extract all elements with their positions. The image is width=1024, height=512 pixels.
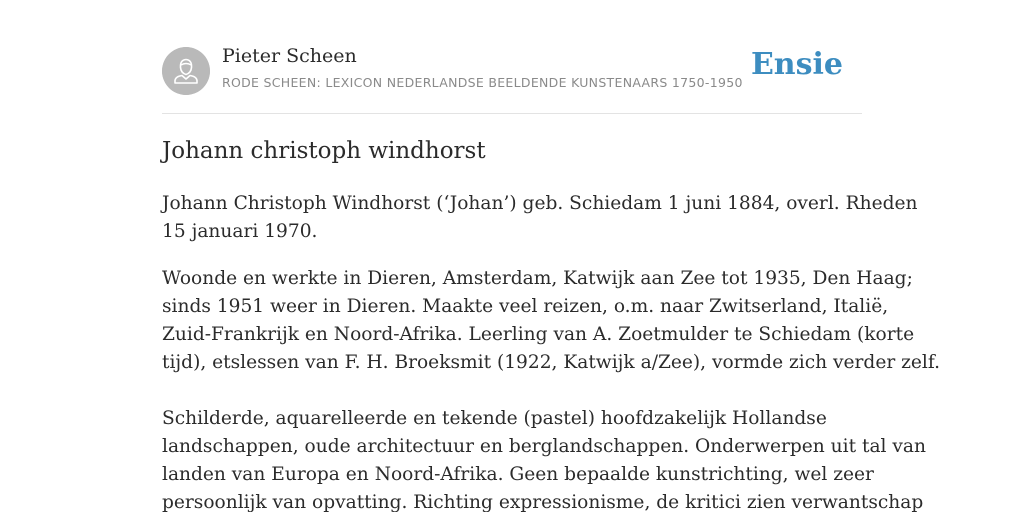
paragraph-line: landen van Europa en Noord-Afrika. Geen bepaalde kunstrichting, wel zeer <box>162 464 874 485</box>
article-header <box>162 0 862 114</box>
paragraph-line: Schilderde, aquarelleerde en tekende (pastel) hoofdzakelijk Hollandse <box>162 408 827 429</box>
paragraph-line: landschappen, oude architectuur en berglandschappen. Onderwerpen uit tal van <box>162 436 926 457</box>
article-paragraph <box>162 190 918 246</box>
article-paragraph <box>162 265 941 377</box>
paragraph-line: Johann Christoph Windhorst (‘Johan’) geb. Schiedam 1 juni 1884, overl. Rheden <box>162 193 918 214</box>
article-container <box>162 0 941 512</box>
paragraph-line: sinds 1951 weer in Dieren. Maakte veel reizen, o.m. naar Zwitserland, Italië, <box>162 296 889 317</box>
ensie-logo[interactable]: Ensie <box>750 47 843 82</box>
paragraph-line: tijd), etslessen van F. H. Broeksmit (1922, Katwijk a/Zee), vormde zich verder zelf. <box>162 352 941 373</box>
source-name[interactable]: RODE SCHEEN: LEXICON NEDERLANDSE BEELDENDE KUNSTENAARS 1750-1950 <box>222 75 743 90</box>
paragraph-line: Woonde en werkte in Dieren, Amsterdam, Katwijk aan Zee tot 1935, Den Haag; <box>162 268 913 289</box>
user-avatar-icon <box>162 47 210 95</box>
article-title: Johann christoph windhorst <box>162 138 486 164</box>
paragraph-line: Zuid-Frankrijk en Noord-Afrika. Leerling van A. Zoetmulder te Schiedam (korte <box>162 324 915 345</box>
article-paragraph <box>162 405 926 512</box>
author-avatar[interactable] <box>162 47 210 95</box>
author-name[interactable]: Pieter Scheen <box>222 45 357 67</box>
paragraph-line: persoonlijk van opvatting. Richting expressionisme, de kritici zien verwantschap <box>162 492 924 512</box>
paragraph-line: 15 januari 1970. <box>162 221 318 242</box>
